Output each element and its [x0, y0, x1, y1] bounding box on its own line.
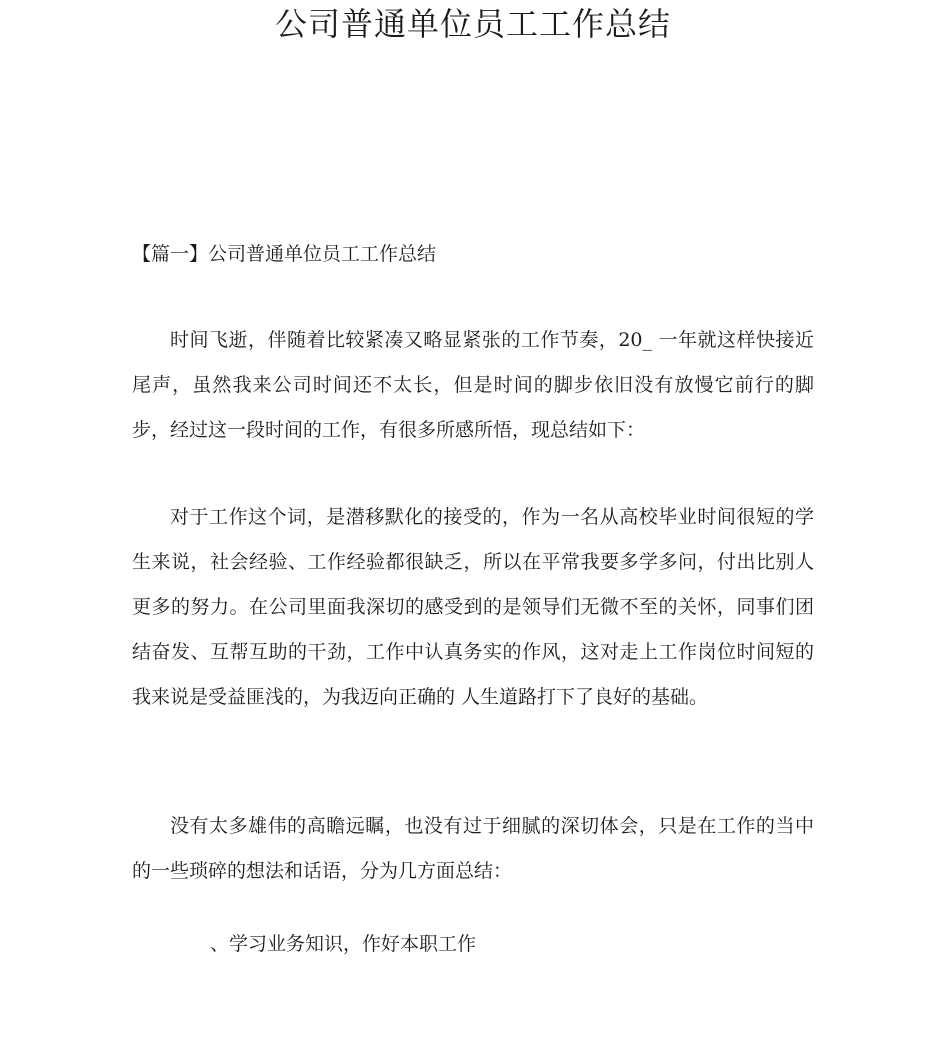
section-heading: 【篇一】公司普通单位员工工作总结: [132, 243, 437, 265]
paragraph-3: 没有太多雄伟的高瞻远瞩，也没有过于细腻的深切体会，只是在工作的当中的一些琐碎的想法和话语，分为几方面总结：: [132, 815, 814, 882]
list-item-1: 、学习业务知识，作好本职工作: [210, 933, 477, 955]
paragraph-1: 时间飞逝，伴随着比较紧凑又略显紧张的工作节奏，20_ 一年就这样快接近尾声，虽然我来公司时间还不太长，但是时间的脚步依旧没有放慢它前行的脚步，经过这一段时间的工作，有很多所感所悟，现总结如下：: [132, 329, 814, 441]
paragraph-2: 对于工作这个词，是潜移默化的接受的，作为一名从高校毕业时间很短的学生来说，社会经验、工作经验都很缺乏，所以在平常我要多学多问，付出比别人更多的努力。在公司里面我深切的感受到的是领导们无微不至的关怀，同事们团结奋发、互帮互助的干劲，工作中认真务实的作风，这对走上工作岗位时间短的我来说是受益匪浅的，为我迈向正确的 人生道路打下了良好的基础。: [132, 506, 814, 708]
document-title: 公司普通单位员工工作总结: [274, 5, 671, 43]
